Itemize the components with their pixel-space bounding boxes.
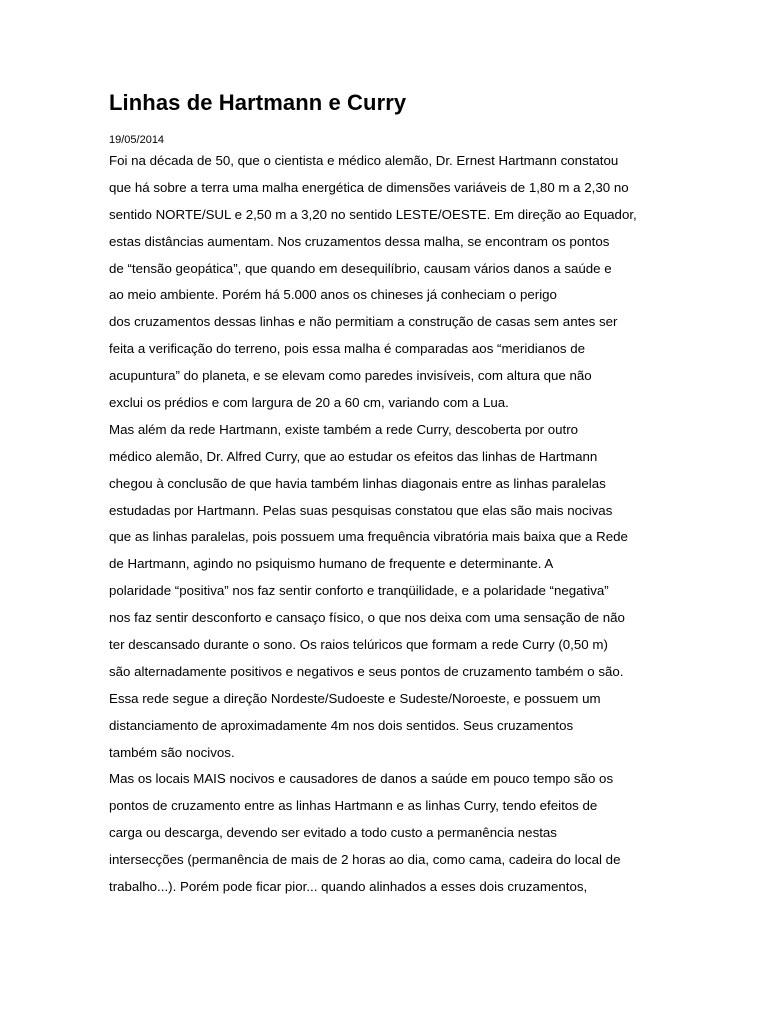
body-text-line: médico alemão, Dr. Alfred Curry, que ao estudar os efeitos das linhas de Hartmann: [109, 448, 598, 464]
body-text-line: nos faz sentir desconforto e cansaço físico, o que nos deixa com uma sensação de não: [109, 610, 625, 626]
body-text-line: Foi na década de 50, que o cientista e médico alemão, Dr. Ernest Hartmann constatou: [109, 153, 619, 168]
body-text-line: ter descansado durante o sono. Os raios telúricos que formam a rede Curry (0,50 m): [109, 637, 608, 653]
body-text-line: trabalho...). Porém pode ficar pior... quando alinhados a esses dois cruzamentos,: [109, 879, 588, 895]
body-text-line: que as linhas paralelas, pois possuem uma frequência vibratória mais baixa que a Rede: [109, 529, 628, 545]
body-text-line: feita a verificação do terreno, pois essa malha é comparadas aos “meridianos de: [109, 341, 585, 357]
body-text-line: de “tensão geopática”, que quando em desequilíbrio, causam vários danos a saúde e: [109, 260, 612, 276]
body-text-line: estas distâncias aumentam. Nos cruzamentos dessa malha, se encontram os pontos: [109, 233, 610, 249]
body-text-line: são alternadamente positivos e negativos e seus pontos de cruzamento também o são.: [109, 663, 624, 679]
body-text-line: dos cruzamentos dessas linhas e não permitiam a construção de casas sem antes ser: [109, 314, 618, 330]
body-text-line: ao meio ambiente. Porém há 5.000 anos os chineses já conheciam o perigo: [109, 287, 557, 303]
body-text-line: exclui os prédios e com largura de 20 a 60 cm, variando com a Lua.: [109, 395, 509, 411]
body-text-line: carga ou descarga, devendo ser evitado a todo custo a permanência nestas: [109, 825, 557, 841]
document-date: 19/05/2014: [109, 134, 165, 146]
body-text-line: chegou à conclusão de que havia também linhas diagonais entre as linhas paralelas: [109, 475, 606, 491]
body-text-line: de Hartmann, agindo no psiquismo humano de frequente e determinante. A: [109, 556, 554, 572]
body-text-line: Essa rede segue a direção Nordeste/Sudoeste e Sudeste/Noroeste, e possuem um: [109, 690, 601, 706]
document-title: Linhas de Hartmann e Curry: [109, 90, 407, 115]
document-page: [109, 88, 699, 901]
body-text-line: pontos de cruzamento entre as linhas Hartmann e as linhas Curry, tendo efeitos de: [109, 798, 598, 814]
body-text-line: intersecções (permanência de mais de 2 horas ao dia, como cama, cadeira do local de: [109, 852, 621, 868]
body-text-line: também são nocivos.: [109, 744, 235, 760]
body-text-line: polaridade “positiva” nos faz sentir conforto e tranqüilidade, e a polaridade “negativa”: [109, 583, 609, 599]
body-text-line: que há sobre a terra uma malha energética de dimensões variáveis de 1,80 m a 2,30 no: [109, 179, 629, 195]
body-text-line: estudadas por Hartmann. Pelas suas pesquisas constatou que elas são mais nocivas: [109, 502, 613, 518]
document-body: [109, 148, 699, 901]
body-text-line: Mas os locais MAIS nocivos e causadores de danos a saúde em pouco tempo são os: [109, 771, 614, 787]
body-text-line: acupuntura” do planeta, e se elevam como paredes invisíveis, com altura que não: [109, 368, 592, 384]
body-text-line: distanciamento de aproximadamente 4m nos dois sentidos. Seus cruzamentos: [109, 717, 574, 733]
body-text-line: Mas além da rede Hartmann, existe também a rede Curry, descoberta por outro: [109, 421, 579, 437]
body-text-line: sentido NORTE/SUL e 2,50 m a 3,20 no sentido LESTE/OESTE. Em direção ao Equador,: [109, 206, 637, 222]
